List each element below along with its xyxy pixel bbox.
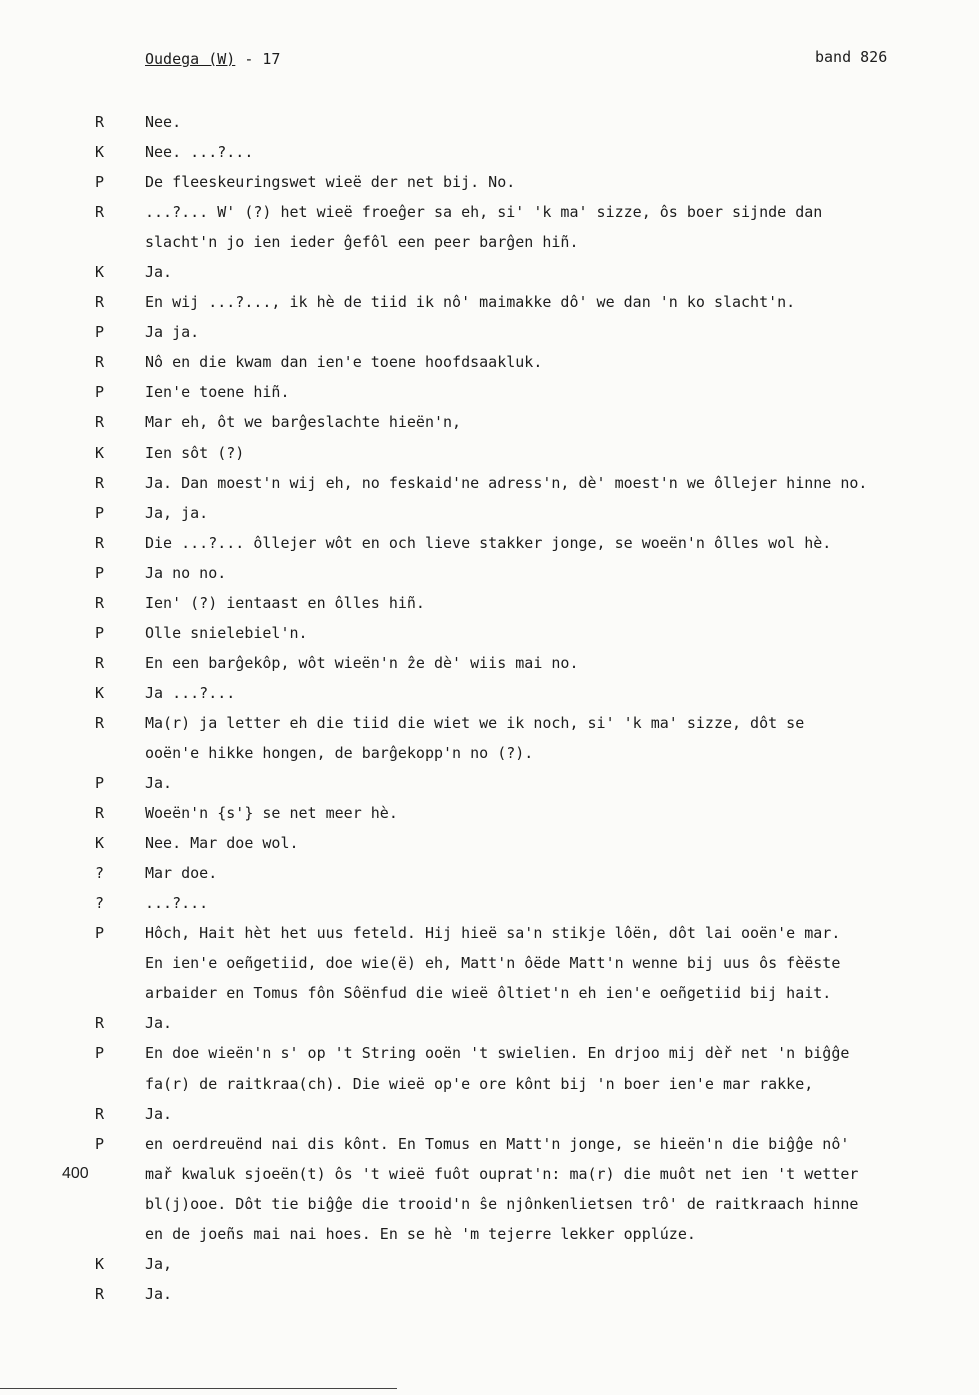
speaker-code: P [95,924,105,943]
transcript-line [0,861,979,891]
speaker-code: P [95,173,105,192]
line-text: Nô en die kwam dan ien'e toene hoofdsaakluk. [145,353,543,372]
transcript-line [0,921,979,951]
line-text: Ja no no. [145,563,227,582]
page-header [0,48,979,72]
line-text: ...?... [145,894,209,913]
speaker-code: R [95,113,105,131]
speaker-code: K [95,143,105,162]
transcript-line [0,771,979,801]
line-text: Ja ja. [145,323,200,342]
transcript-line [0,981,979,1011]
line-text: fa(r) de raitkraa(ch). Die wieë op'e ore kônt bij 'n boer ien'e mar rakke, [145,1074,814,1093]
transcript-line [0,380,979,410]
speaker-code: ? [95,864,105,883]
line-text: Die ...?... ôllejer wôt en och lieve stakker jonge, se woeën'n ôlles wol hè. [145,533,832,552]
line-text: Woeën'n {s'} se net meer hè. [145,804,398,823]
margin-line-number: 400 [62,1164,89,1182]
line-text: ooën'e hikke hongen, de barĝekopp'n no (?). [145,743,534,762]
line-text: Ien'e toene hiñ. [145,383,290,402]
speaker-code: R [95,1104,105,1123]
transcript-line [0,531,979,561]
line-text: Ja. Dan moest'n wij eh, no feskaid'ne adress'n, dè' moest'n we ôllejer hinne no. [145,473,868,492]
speaker-code: K [95,263,105,282]
transcript-body [0,110,979,1312]
speaker-code: R [95,593,105,612]
header-title-underlined: Oudega (W) [145,50,236,68]
line-text: bl(j)ooe. Dôt tie biĝĝe die trooid'n ŝe njônkenlietsen trô' de raitkraach hinne [145,1194,859,1213]
speaker-code: R [95,1014,105,1033]
transcript-line [0,200,979,230]
speaker-code: P [95,774,105,793]
transcript-line [0,1102,979,1132]
speaker-code: R [95,653,105,672]
line-text: Ma(r) ja letter eh die tiid die wiet we ik noch, si' 'k ma' sizze, dôt se [145,713,805,732]
line-text: Ja ...?... [145,683,236,702]
speaker-code: R [95,713,105,732]
line-text: Ja. [145,263,173,282]
transcript-line [0,320,979,350]
transcript-line [0,1011,979,1041]
transcript-line [0,1162,979,1192]
line-text: De fleeskeuringswet wieë der net bij. No. [145,173,516,192]
transcript-line [0,170,979,200]
line-text: ...?... W' (?) het wieë froeĝer sa eh, si' 'k ma' sizze, ôs boer sijnde dan [145,203,823,222]
transcript-line [0,741,979,771]
transcript-line [0,801,979,831]
line-text: Ja, [145,1254,173,1273]
transcript-line [0,110,979,140]
line-text: Ja. [145,774,173,793]
speaker-code: R [95,353,105,372]
transcript-line [0,441,979,471]
transcript-line [0,1072,979,1102]
speaker-code: ? [95,894,105,913]
line-text: Mar eh, ôt we barĝeslachte hieën'n, [145,413,462,432]
line-text: Nee. Mar doe wol. [145,834,299,853]
header-title-rest: - 17 [235,50,281,68]
speaker-code: P [95,1134,105,1153]
speaker-code: R [95,473,105,492]
line-text: Mar doe. [145,864,218,883]
line-text: En een barĝekôp, wôt wieën'n ẑe dè' wiis mai no. [145,653,579,672]
line-text: Hôch, Hait hèt het uus feteld. Hij hieë sa'n stikje lôën, dôt lai ooën'e mar. [145,924,841,943]
transcript-line [0,471,979,501]
transcript-line [0,1282,979,1312]
transcript-line [0,831,979,861]
line-text: En doe wieën'n s' op 't String ooën 't swielien. En drjoo mij dèř net 'n biĝĝe [145,1044,850,1063]
transcript-line [0,951,979,981]
transcript-line [0,651,979,681]
transcript-line [0,230,979,260]
speaker-code: R [95,533,105,552]
speaker-code: P [95,383,105,402]
line-text: Olle snielebiel'n. [145,623,308,642]
speaker-code: K [95,683,105,702]
line-text: Ja, ja. [145,503,209,522]
transcript-line [0,1222,979,1252]
line-text: en de joeñs mai nai hoes. En se hè 'm tejerre lekker opplúze. [145,1224,696,1243]
transcript-line [0,290,979,320]
line-text: Ien' (?) ientaast en ôlles hiñ. [145,593,425,612]
line-text: Nee. ...?... [145,143,254,162]
line-text: Ja. [145,1014,173,1033]
line-text: Ja. [145,1284,173,1303]
speaker-code: P [95,563,105,582]
speaker-code: R [95,804,105,823]
transcript-line [0,681,979,711]
transcript-line [0,350,979,380]
transcript-line [0,260,979,290]
header-tape-number: band 826 [815,48,888,66]
speaker-code: P [95,323,105,342]
header-title [145,50,280,68]
line-text: Ien sôt (?) [145,443,245,462]
speaker-code: P [95,503,105,522]
transcript-line [0,501,979,531]
line-text: en oerdreuënd nai dis kônt. En Tomus en Matt'n jonge, se hieën'n die biĝĝe nô' [145,1134,850,1153]
line-text: arbaider en Tomus fôn Sôënfud die wieë ôltiet'n eh ien'e oeñgetiid bij hait. [145,984,832,1003]
speaker-code: R [95,203,105,222]
transcript-line [0,711,979,741]
line-text: Nee. [145,113,182,131]
speaker-code: P [95,623,105,642]
footer-rule [0,1388,397,1389]
line-text: mař kwaluk sjoeën(t) ôs 't wieë fuôt ouprat'n: ma(r) die muôt net ien 't wetter [145,1164,859,1183]
speaker-code: K [95,443,105,462]
transcript-line [0,621,979,651]
transcript-line [0,140,979,170]
transcript-line [0,891,979,921]
speaker-code: K [95,1254,105,1273]
speaker-code: R [95,293,105,312]
transcript-line [0,1132,979,1162]
transcript-line [0,591,979,621]
line-text: En ien'e oeñgetiid, doe wie(ë) eh, Matt'n ôëde Matt'n wenne bij uus ôs fèëste [145,954,841,973]
speaker-code: P [95,1044,105,1063]
line-text: slacht'n jo ien ieder ĝefôl een peer barĝen hiñ. [145,233,579,252]
transcript-line [0,410,979,440]
transcript-line [0,1041,979,1071]
line-text: En wij ...?..., ik hè de tiid ik nô' maimakke dô' we dan 'n ko slacht'n. [145,293,796,312]
speaker-code: R [95,413,105,432]
transcript-line [0,561,979,591]
line-text: Ja. [145,1104,173,1123]
transcript-line [0,1192,979,1222]
speaker-code: K [95,834,105,853]
transcript-line [0,1252,979,1282]
speaker-code: R [95,1284,105,1303]
